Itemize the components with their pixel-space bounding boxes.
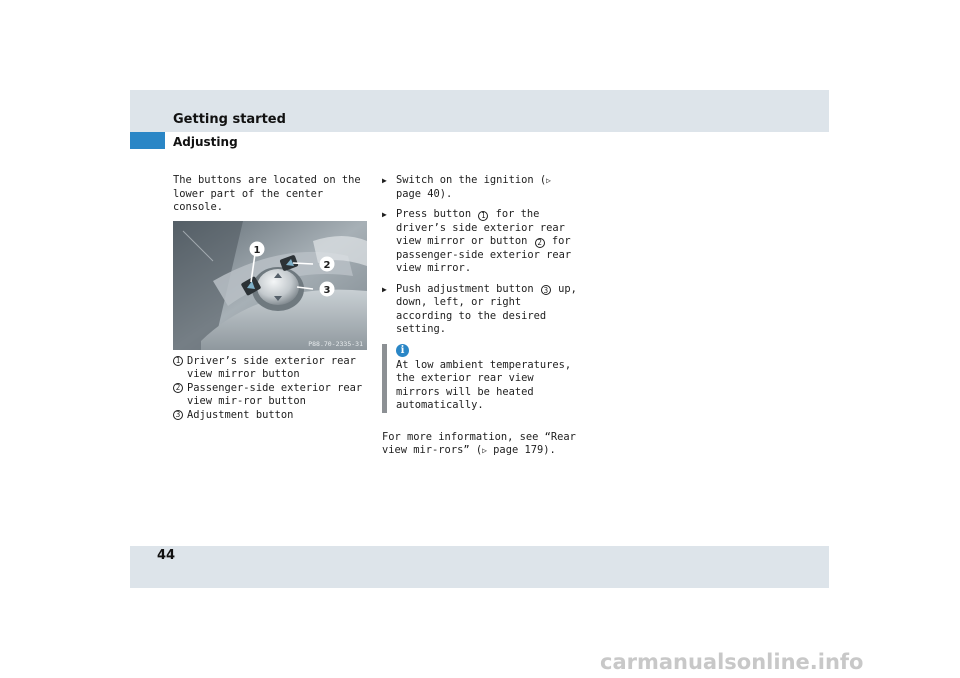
intro-paragraph: The buttons are located on the lower part of the center console. — [173, 174, 361, 213]
callout-1-label: 1 — [253, 244, 261, 256]
legend-text-2: Passenger-side exterior rear view mir-ror button — [187, 381, 363, 407]
step-ignition-text — [396, 174, 582, 201]
step-push-adjustment-text — [396, 283, 582, 337]
step-ignition — [382, 174, 582, 201]
page-number: 44 — [157, 548, 176, 563]
step2-text-start: Press button — [396, 208, 478, 220]
section-title: Adjusting — [173, 135, 238, 149]
chapter-title: Getting started — [173, 112, 286, 127]
step1-text-end: page 40). — [396, 187, 453, 200]
callout-number-2: 2 — [173, 383, 183, 393]
callout-number-3: 3 — [541, 285, 551, 295]
step3-text-start: Push adjustment button — [396, 282, 540, 295]
callout-3-label: 3 — [323, 284, 331, 296]
callout-2-label: 2 — [323, 259, 331, 271]
legend-item-2 — [173, 382, 373, 409]
callout-number-3: 3 — [173, 410, 183, 420]
info-note — [382, 344, 582, 413]
note-text: At low ambient temperatures, the exterior rear view mirrors will be heated automatically. — [396, 358, 572, 411]
more-info-paragraph — [382, 431, 582, 458]
left-column — [173, 174, 373, 422]
callout-number-2: 2 — [535, 238, 545, 248]
step1-text-start: Switch on the ignition ( — [396, 174, 547, 186]
watermark: carmanualsonline.info — [600, 650, 864, 674]
step2-text-middle: for the driver’s side exterior rear view mirror or button — [396, 208, 565, 247]
footer-band — [130, 546, 829, 588]
bullet-arrow-icon: ▶ — [382, 176, 387, 185]
callout-3 — [320, 281, 335, 296]
more-info-text-end: page 179). — [486, 444, 556, 456]
right-column — [382, 174, 582, 458]
note-bar — [382, 344, 387, 413]
step-press-button — [382, 208, 582, 276]
legend-item-1 — [173, 355, 373, 382]
figure-code: P88.70-2335-31 — [308, 339, 363, 348]
callout-2 — [320, 256, 335, 271]
callout-number-1: 1 — [173, 356, 183, 366]
step-push-adjustment — [382, 283, 582, 337]
callout-number-1: 1 — [478, 211, 488, 221]
section-tab-marker — [130, 132, 165, 149]
legend-text-3: Adjustment button — [187, 408, 294, 421]
center-console-photo — [173, 221, 367, 350]
page-reference-icon: ▷ — [482, 446, 487, 455]
legend-text-1: Driver’s side exterior rear view mirror button — [187, 354, 356, 380]
bullet-arrow-icon: ▶ — [382, 210, 387, 219]
step-press-button-text — [396, 208, 582, 276]
callout-1 — [250, 241, 265, 256]
page-reference-icon: ▷ — [546, 176, 551, 185]
step3-text-end: up, down, left, or right according to the desired setting. — [396, 282, 577, 335]
info-icon: i — [396, 344, 409, 357]
legend-item-3 — [173, 409, 373, 423]
step2-text-end: for passenger-side exterior rear view mirror. — [396, 235, 572, 274]
bullet-arrow-icon: ▶ — [382, 284, 387, 294]
console-illustration — [173, 221, 367, 350]
more-info-text-start: For more information, see “Rear view mir-rors” ( — [382, 430, 576, 456]
